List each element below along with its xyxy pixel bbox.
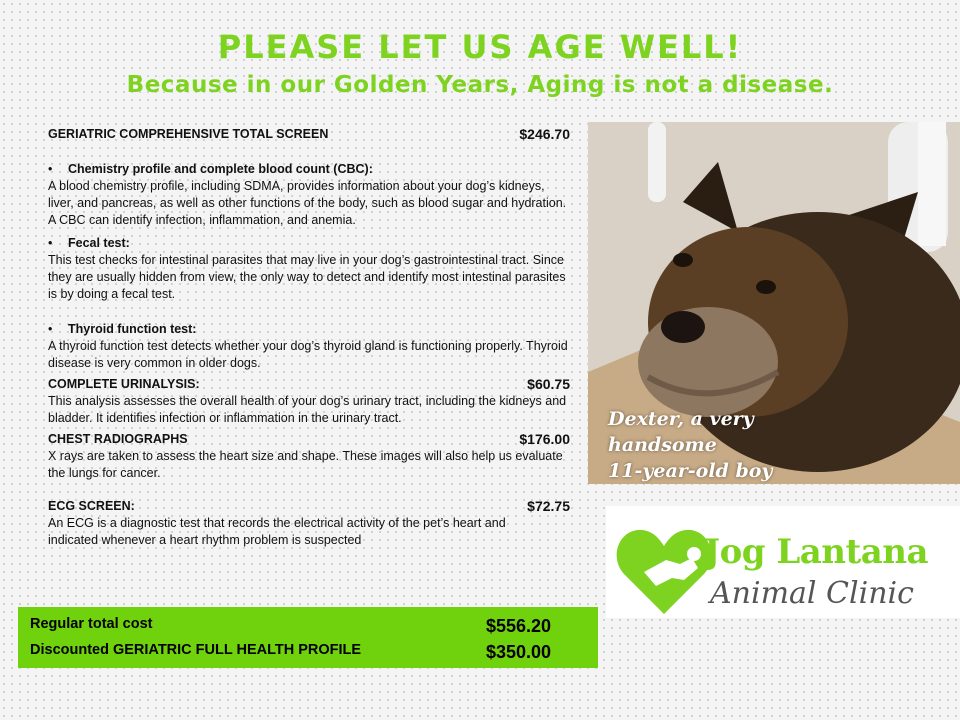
bullet-icon: • (48, 236, 53, 250)
page-title: PLEASE LET US AGE WELL! (217, 28, 743, 66)
chemistry-text: A blood chemistry profile, including SDMA, provides information about your dog’s kidneys, liver, and pancreas, as well as other functions of the body, such as blood sugar and hydration. A CBC can identify infection, inflammation, and anemia. (48, 179, 567, 227)
totals-box (18, 607, 598, 668)
radiographs-price: $176.00 (519, 431, 570, 447)
dog-photo (588, 122, 960, 484)
bullet-icon: • (48, 162, 53, 176)
fecal-text: This test checks for intestinal parasites that may live in your dog’s gastrointestinal tract. Since they are usually hidden from view, the only way to detect and identify most intestinal parasites is by doing a fecal test. (48, 253, 566, 301)
urinalysis-title: COMPLETE URINALYSIS: (48, 377, 200, 391)
fecal-title: Fecal test: (68, 236, 130, 250)
chemistry-title: Chemistry profile and complete blood count (CBC): (68, 162, 373, 176)
geriatric-title: GERIATRIC COMPREHENSIVE TOTAL SCREEN (48, 127, 329, 141)
geriatric-row (48, 126, 570, 143)
thyroid-title: Thyroid function test: (68, 322, 197, 336)
regular-total-label: Regular total cost (30, 616, 153, 632)
caption-line: Dexter, a very (608, 408, 754, 430)
heart-icon (614, 526, 714, 618)
logo-subtitle: Animal Clinic (710, 576, 914, 611)
regular-total-value: $556.20 (486, 616, 552, 636)
urinalysis-row (48, 376, 570, 393)
radiographs-text: X rays are taken to assess the heart size and shape. These images will also help us evaluate the lungs for cancer. (48, 449, 563, 480)
services-list (48, 126, 570, 549)
clinic-logo (606, 506, 960, 618)
radiographs-row (48, 431, 570, 448)
fecal-heading (48, 235, 570, 252)
radiographs-title: CHEST RADIOGRAPHS (48, 432, 188, 446)
ecg-row (48, 498, 570, 515)
caption-line: 11-year-old boy (608, 460, 773, 482)
ecg-title: ECG SCREEN: (48, 499, 135, 513)
page-subtitle: Because in our Golden Years, Aging is not a disease. (126, 72, 834, 98)
chemistry-heading (48, 161, 570, 178)
thyroid-text: A thyroid function test detects whether your dog’s thyroid gland is functioning properly. Thyroid disease is very common in older dogs. (48, 339, 568, 370)
discount-total-label: Discounted GERIATRIC FULL HEALTH PROFILE (30, 642, 362, 658)
discount-total-value: $350.00 (486, 642, 552, 662)
logo-name: Jog Lantana (704, 532, 929, 572)
ecg-price: $72.75 (527, 498, 570, 514)
geriatric-price: $246.70 (519, 126, 570, 142)
bullet-icon: • (48, 322, 53, 336)
ecg-text: An ECG is a diagnostic test that records the electrical activity of the pet’s heart and indicated whenever a heart rhythm problem is suspected (48, 516, 506, 547)
urinalysis-price: $60.75 (527, 376, 570, 392)
photo-caption (608, 406, 772, 484)
urinalysis-text: This analysis assesses the overall health of your dog’s urinary tract, including the kidneys and bladder. It identifies infection or inflammation in the urinary tract. (48, 394, 567, 425)
thyroid-heading (48, 321, 570, 338)
caption-line: handsome (608, 434, 717, 456)
